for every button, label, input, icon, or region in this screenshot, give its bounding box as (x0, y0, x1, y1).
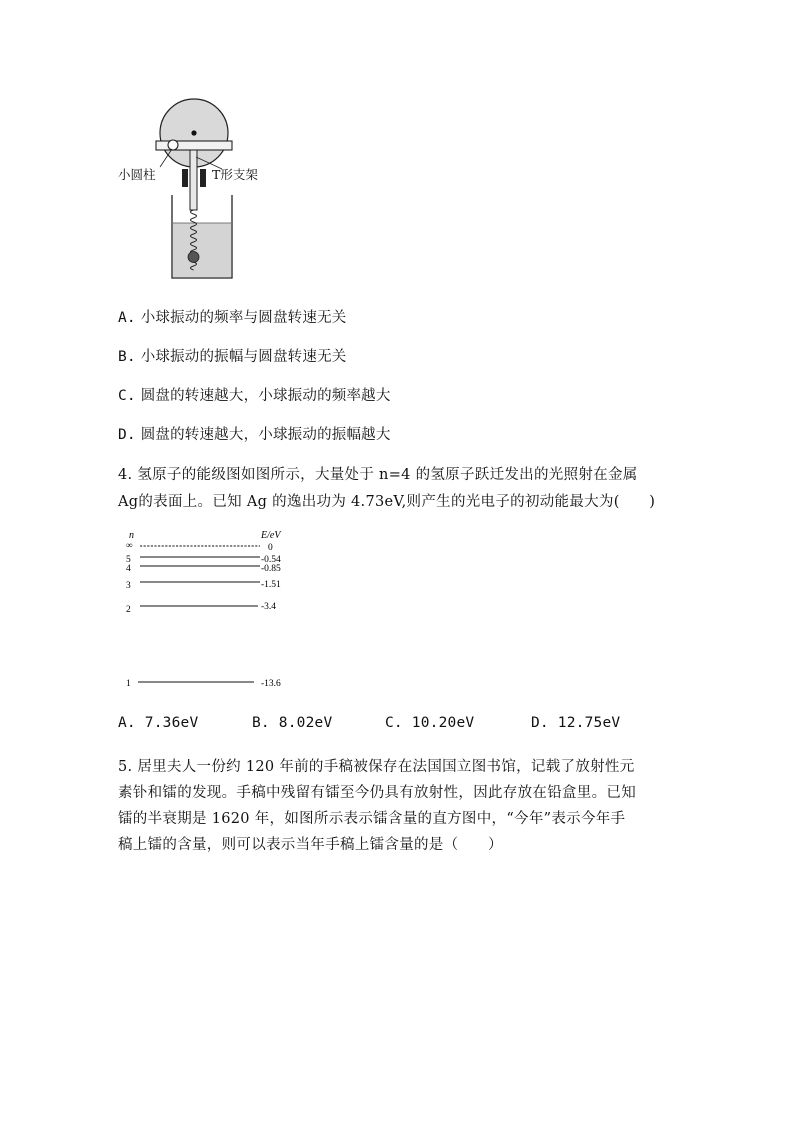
q4-stem-line-1: 4. 氢原子的能级图如图所示，大量处于 n=4 的氢原子跃迁发出的光照射在金属 (118, 467, 638, 483)
level-value-3: -1.51 (261, 580, 281, 590)
q5-stem-line-1: 5. 居里夫人一份约 120 年前的手稿被保存在法国国立图书馆，记载了放射性元 (118, 759, 635, 775)
q5-stem-line-4: 稿上镭的含量，则可以表示当年手稿上镭含量的是（ ） (118, 837, 503, 853)
oscillator-apparatus-figure (110, 95, 250, 285)
n-axis-label: n (129, 530, 134, 541)
q5-stem-line-2: 素钋和镭的发现。手稿中残留有镭至今仍具有放射性，因此存放在铅盒里。已知 (118, 785, 636, 801)
q4-stem-line-2: Ag的表面上。已知 Ag 的逸出功为 4.73eV,则产生的光电子的初动能最大为( ) (118, 494, 656, 510)
level-value-5: -0.54 (261, 555, 281, 565)
q3-option-c: C. 圆盘的转速越大，小球振动的频率越大 (118, 388, 391, 404)
level-n-3: 3 (126, 581, 131, 591)
level-n-2: 2 (126, 605, 131, 615)
level-value-4: -0.85 (261, 564, 281, 574)
q4-option-d: D. 12.75eV (531, 715, 621, 731)
small-cylinder (168, 140, 178, 150)
level-n-5: 5 (126, 555, 131, 565)
level-value-1: -13.6 (261, 679, 281, 689)
q3-option-d: D. 圆盘的转速越大，小球振动的振幅越大 (118, 427, 391, 443)
q3-option-b: B. 小球振动的振幅与圆盘转速无关 (118, 349, 347, 365)
label-t-bracket: T形支架 (212, 167, 258, 182)
label-small-cylinder: 小圆柱 (118, 167, 156, 182)
level-value-2: -3.4 (261, 602, 277, 612)
guide-block-right (200, 169, 206, 187)
energy-level-diagram (118, 526, 308, 696)
q4-option-b: B. 8.02eV (252, 715, 333, 731)
level-n-1: 1 (126, 679, 131, 689)
guide-block-left (182, 169, 188, 187)
level-n-4: 4 (126, 564, 131, 574)
water (173, 223, 231, 277)
t-bracket-rod (190, 150, 197, 210)
level-value-infinity: 0 (268, 543, 273, 553)
t-bracket-bar (156, 141, 232, 150)
q4-option-c: C. 10.20eV (385, 715, 475, 731)
q4-option-a: A. 7.36eV (118, 715, 199, 731)
energy-axis-label: E/eV (261, 530, 281, 541)
q3-option-a: A. 小球振动的频率与圆盘转速无关 (118, 310, 347, 326)
q5-stem-line-3: 镭的半衰期是 1620 年，如图所示表示镭含量的直方图中，“今年”表示今年手 (118, 811, 626, 827)
oscillating-ball (188, 252, 199, 263)
level-n-infinity: ∞ (126, 540, 133, 550)
